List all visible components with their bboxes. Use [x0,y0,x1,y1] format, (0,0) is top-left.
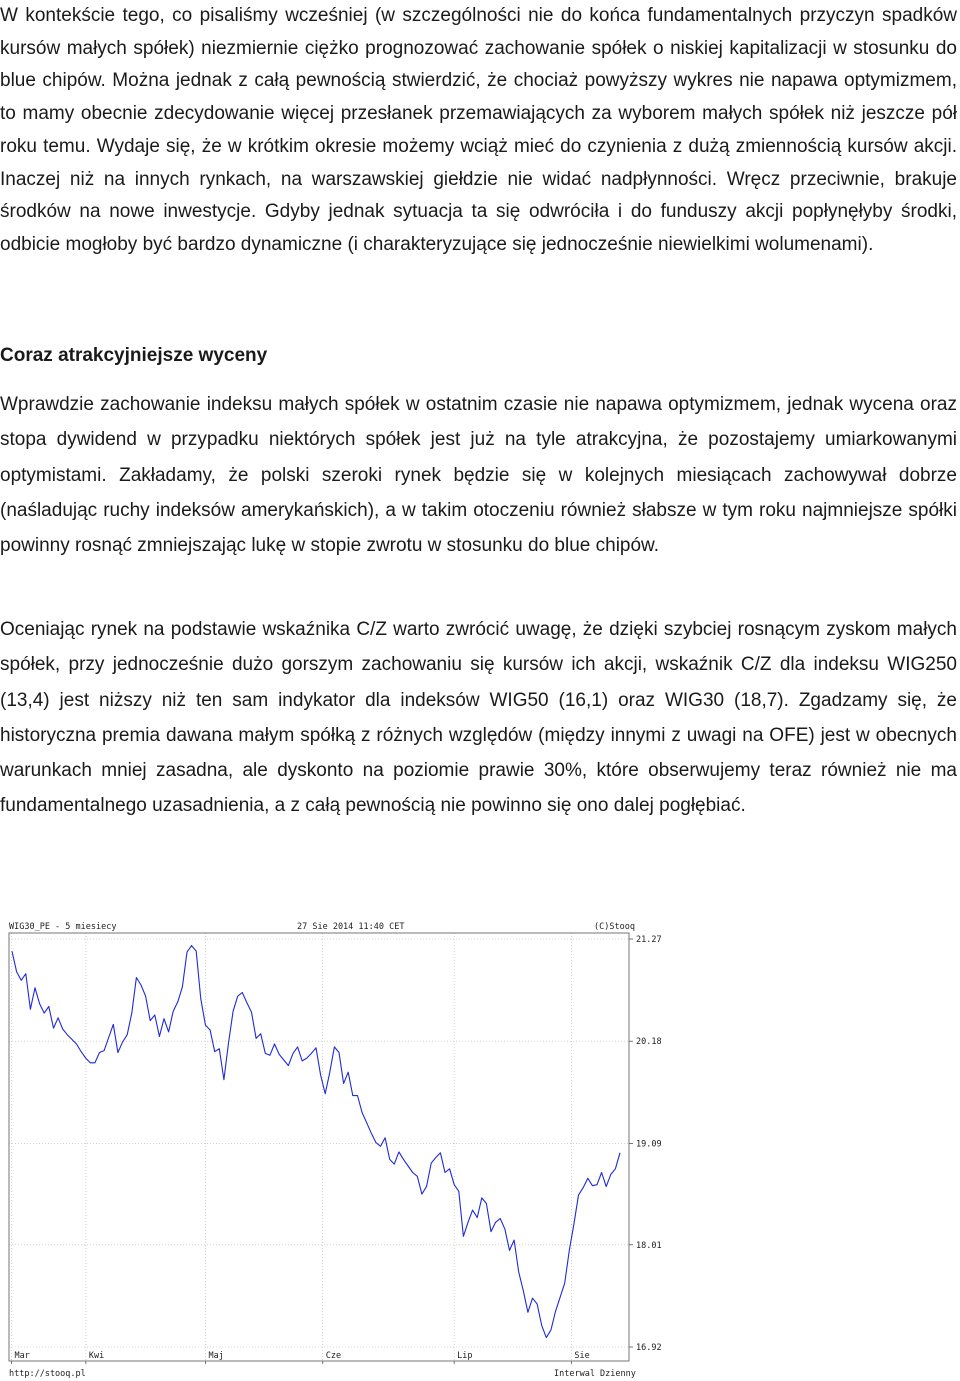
y-tick-label: 16.92 [636,1343,662,1353]
y-tick-label: 21.27 [636,935,662,945]
pe-chart-svg [6,918,673,1380]
chart-background [6,918,673,1380]
x-tick-label: Maj [208,1351,224,1361]
chart-footer-interval: Interwal Dzienny [554,1369,636,1379]
y-tick-label: 19.09 [636,1139,662,1150]
chart-header-title: WIG30_PE - 5 miesiecy [9,922,117,932]
paragraph-valuation: Wprawdzie zachowanie indeksu małych spółek w ostatnim czasie nie napawa optymizmem, jednak wycena oraz stopa dywidend w przypadku niektórych spółek jest już na tyle atrakcyjna, że pozostajemy umiarkowanymi optymistami. Zakładamy, że polski szeroki rynek będzie się w kolejnych miesiącach zachowywał dobrze (naśladując ruchy indeksów amerykańskich), a w takim otoczeniu również słabsze w tym roku najmniejsze spółki powinny rosnąć zmniejszając lukę w stopie zwrotu w stosunku do blue chipów. [0,394,957,557]
x-tick-label: Sie [574,1351,590,1361]
x-tick-label: Mar [14,1351,30,1361]
chart-header-timestamp: 27 Sie 2014 11:40 CET [297,922,405,932]
x-tick-label: Kwi [88,1351,105,1361]
chart-footer-url: http://stooq.pl [9,1369,86,1379]
chart-header-source: (C)Stooq [594,922,635,932]
y-tick-label: 20.18 [636,1037,662,1048]
pe-chart [6,918,673,1380]
x-tick-label: Lip [457,1351,473,1361]
paragraph-intro: W kontekście tego, co pisaliśmy wcześniej (w szczególności nie do końca fundamentalnych przyczyn spadków kursów małych spółek) niezmiernie ciężko prognozować zachowanie spółek o niskiej kapitalizacji w stosunku do blue chipów. Można jednak z całą pewnością stwierdzić, że chociaż powyższy wykres nie napawa optymizmem, to mamy obecnie zdecydowanie więcej przesłanek przemawiających za wyborem małych spółek niż jeszcze pół roku temu. Wydaje się, że w krótkim okresie możemy wciąż mieć do czynienia z dużą zmiennością kursów akcji. Inaczej niż na innych rynkach, na warszawskiej giełdzie nie widać nadpłynności. Wręcz przeciwnie, brakuje środków na nowe inwestycje. Gdyby jednak sytuacja ta się odwróciła i do funduszy akcji popłynęłyby środki, odbicie mogłoby być bardzo dynamiczne (i charakteryzujące się jednocześnie niewielkimi wolumenami). [0,5,957,255]
x-tick-label: Cze [325,1351,342,1361]
paragraph-pe-ratio: Oceniając rynek na podstawie wskaźnika C/Z warto zwrócić uwagę, że dzięki szybciej rosnącym zyskom małych spółek, przy jednocześnie dużo gorszym zachowaniu się kursów ich akcji, wskaźnik C/Z dla indeksu WIG250 (13,4) jest niższy niż ten sam indykator dla indeksów WIG50 (16,1) oraz WIG30 (18,7). Zgadzamy się, że historyczna premia dawana małym spółką z różnych względów (między innymi z uwagi na OFE) jest w obecnych warunkach mniej zasadna, ale dyskonto na poziomie prawie 30%, które obserwujemy teraz również nie ma fundamentalnego uzasadnienia, a z całą pewnością nie powinno się ono dalej pogłębiać. [0,619,957,817]
section-heading: Coraz atrakcyjniejsze wyceny [0,345,268,366]
y-tick-label: 18.01 [636,1240,662,1251]
